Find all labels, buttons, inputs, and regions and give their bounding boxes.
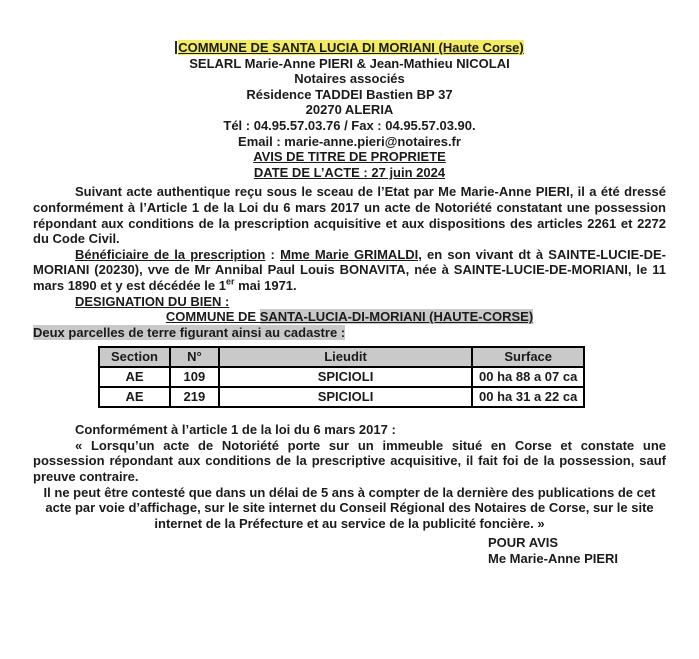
law-quote-paragraph-2: Il ne peut être contesté que dans un délai de 5 ans à compter de la dernière des publications de cet acte par voie d’affichage, sur le site internet du Conseil Régional des Notaires de Corse, sur le site internet de la Préfecture et au service de la publicité foncière. » [43, 484, 656, 531]
notice-type-text: AVIS DE TITRE DE PROPRIETE [253, 149, 446, 165]
address-line-1: Résidence TADDEI Bastien BP 37 [246, 86, 453, 102]
table-row [99, 367, 584, 387]
column-header-section: Section [99, 347, 170, 367]
act-date-heading [33, 165, 666, 181]
cell-section: AE [99, 387, 170, 407]
cadastre-table [98, 346, 585, 408]
table-header-row [99, 347, 584, 367]
signature-line-2: Me Marie-Anne PIERI [488, 551, 619, 567]
commune-title-line [33, 40, 666, 56]
beneficiary-separator: : [265, 246, 281, 262]
parcels-intro-text: Deux parcelles de terre figurant ainsi au cadastre : [33, 324, 346, 340]
cell-surface: 00 ha 31 a 22 ca [472, 387, 584, 407]
cell-section: AE [99, 367, 170, 387]
notice-type-heading [33, 149, 666, 165]
law-quote-paragraph: « Lorsqu’un acte de Notoriété porte sur un immeuble situé en Corse et constate une possession répondant aux conditions de la prescriptive acquisitive, il fait foi de la possession, sauf preuve contraire. [33, 437, 666, 485]
column-header-surface: Surface [472, 347, 584, 367]
office-name: SELARL Marie-Anne PIERI & Jean-Mathieu NICOLAI [189, 55, 510, 71]
beneficiary-text-end: mai 1971. [234, 277, 297, 293]
table-row [99, 387, 584, 407]
cell-lieudit: SPICIOLI [219, 387, 473, 407]
act-date-text: DATE DE L’ACTE : 27 juin 2024 [253, 164, 446, 180]
signature-line-1: POUR AVIS [488, 535, 559, 551]
intro-paragraph: Suivant acte authentique reçu sous le sceau de l’Etat par Me Marie-Anne PIERI, il a été dressé conformément à l’Article 1 de la Loi du 6 mars 2017 un acte de Notoriété constatant une possession répondant aux conditions de la prescription acquisitive et aux dispositions des articles 2261 et 2272 du Code Civil. [33, 184, 666, 247]
commune-title: COMMUNE DE SANTA LUCIA DI MORIANI (Haute Corse) [178, 40, 524, 55]
column-header-lieudit: Lieudit [219, 347, 473, 367]
commune-highlighted: SANTA-LUCIA-DI-MORIANI (HAUTE-CORSE) [259, 309, 534, 325]
cell-lieudit: SPICIOLI [219, 367, 473, 387]
law-reference-heading: Conformément à l’article 1 de la loi du 6 mars 2017 : [75, 422, 396, 438]
designation-heading-line [33, 294, 666, 310]
ordinal-superscript: er [225, 276, 235, 287]
commune-designation-line [33, 309, 666, 325]
beneficiary-name: Mme Marie GRIMALDI, [280, 246, 422, 262]
text-cursor [175, 41, 177, 54]
commune-prefix: COMMUNE DE [165, 309, 260, 325]
beneficiary-paragraph [33, 247, 666, 294]
office-subtitle: Notaires associés [294, 71, 405, 87]
signature-block [488, 535, 666, 566]
email-line: Email : marie-anne.pieri@notaires.fr [238, 133, 461, 149]
address-line-2: 20270 ALERIA [305, 102, 394, 118]
beneficiary-text: en son vivant dt à SAINTE-LUCIE-DE-MORIANI (20230), vve de Mr Annibal Paul Louis BONAVITA, née à SAINTE-LUCIE-DE-MORIANI, le 11 mars 1890 et y est décédée le 1 [33, 246, 666, 293]
cell-number: 109 [170, 367, 219, 387]
phone-fax-line: Tél : 04.95.57.03.76 / Fax : 04.95.57.03.90. [223, 117, 476, 133]
parcels-intro-line [33, 325, 666, 341]
column-header-number: N° [170, 347, 219, 367]
designation-heading: DESIGNATION DU BIEN : [75, 293, 230, 309]
beneficiary-label: Bénéficiaire de la prescription [75, 246, 266, 262]
cell-number: 219 [170, 387, 219, 407]
cell-surface: 00 ha 88 a 07 ca [472, 367, 584, 387]
